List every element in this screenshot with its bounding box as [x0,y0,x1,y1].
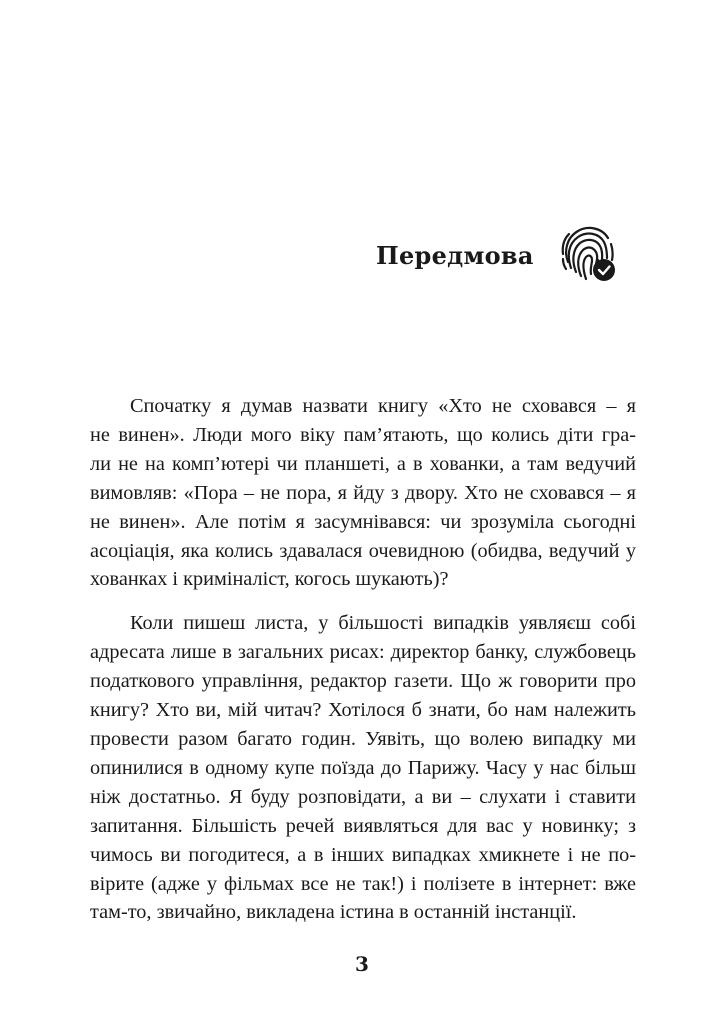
paragraph-2 [90,609,636,927]
text-line: вимовляв: «Пора – не пора, я йду з двору. Хто не сховався – я [90,481,636,504]
text-line: не винен». Люди мого віку пам’ятають, що колись діти гра- [90,423,636,446]
text-line: провести разом багато годин. Уявіть, що волею випадку ми [90,727,636,750]
chapter-heading [300,222,620,292]
text-line: книгу? Хто ви, мій читач? Хотілося б знати, бо нам належить [90,699,636,722]
text-line: хованках і криміналіст, когось шукають)? [90,568,449,591]
page-number: 3 [355,952,369,976]
text-line: ніж достатньо. Я буду розповідати, а ви – слухати і ставити [90,785,636,808]
fingerprint-check-icon [558,222,620,286]
text-line: адресата лише в загальних рисах: директор банку, службовець [90,641,636,664]
text-line: не винен». Але потім я засумнівався: чи зрозуміла сьогодні [90,510,636,533]
paragraph-1 [90,392,636,594]
text-line: вірите (адже у фільмах все не так!) і полізете в інтернет: вже [90,872,636,895]
text-line: чимось ви погодитеся, а в інших випадках хмикнете і не по- [90,843,636,866]
text-line: Коли пишеш листа, у більшості випадків уявляєш собі [130,612,636,635]
text-line: опинилися в одному купе поїзда до Парижу. Часу у нас більш [90,756,636,779]
body-text [90,392,636,942]
text-line: асоціація, яка колись здавалася очевидною (обидва, ведучий у [90,539,636,562]
text-line: ли не на комп’ютері чи планшеті, а в хованки, а там ведучий [90,452,636,475]
text-line: Спочатку я думав назвати книгу «Хто не сховався – я [130,395,636,417]
text-line: там-то, звичайно, викладена істина в останній інстанції. [90,901,577,924]
chapter-title: Передмова [376,241,534,270]
text-line: податкового управління, редактор газети. Що ж говорити про [90,670,636,693]
text-line: запитання. Більшість речей виявляться для вас у новинку; з [90,814,636,837]
